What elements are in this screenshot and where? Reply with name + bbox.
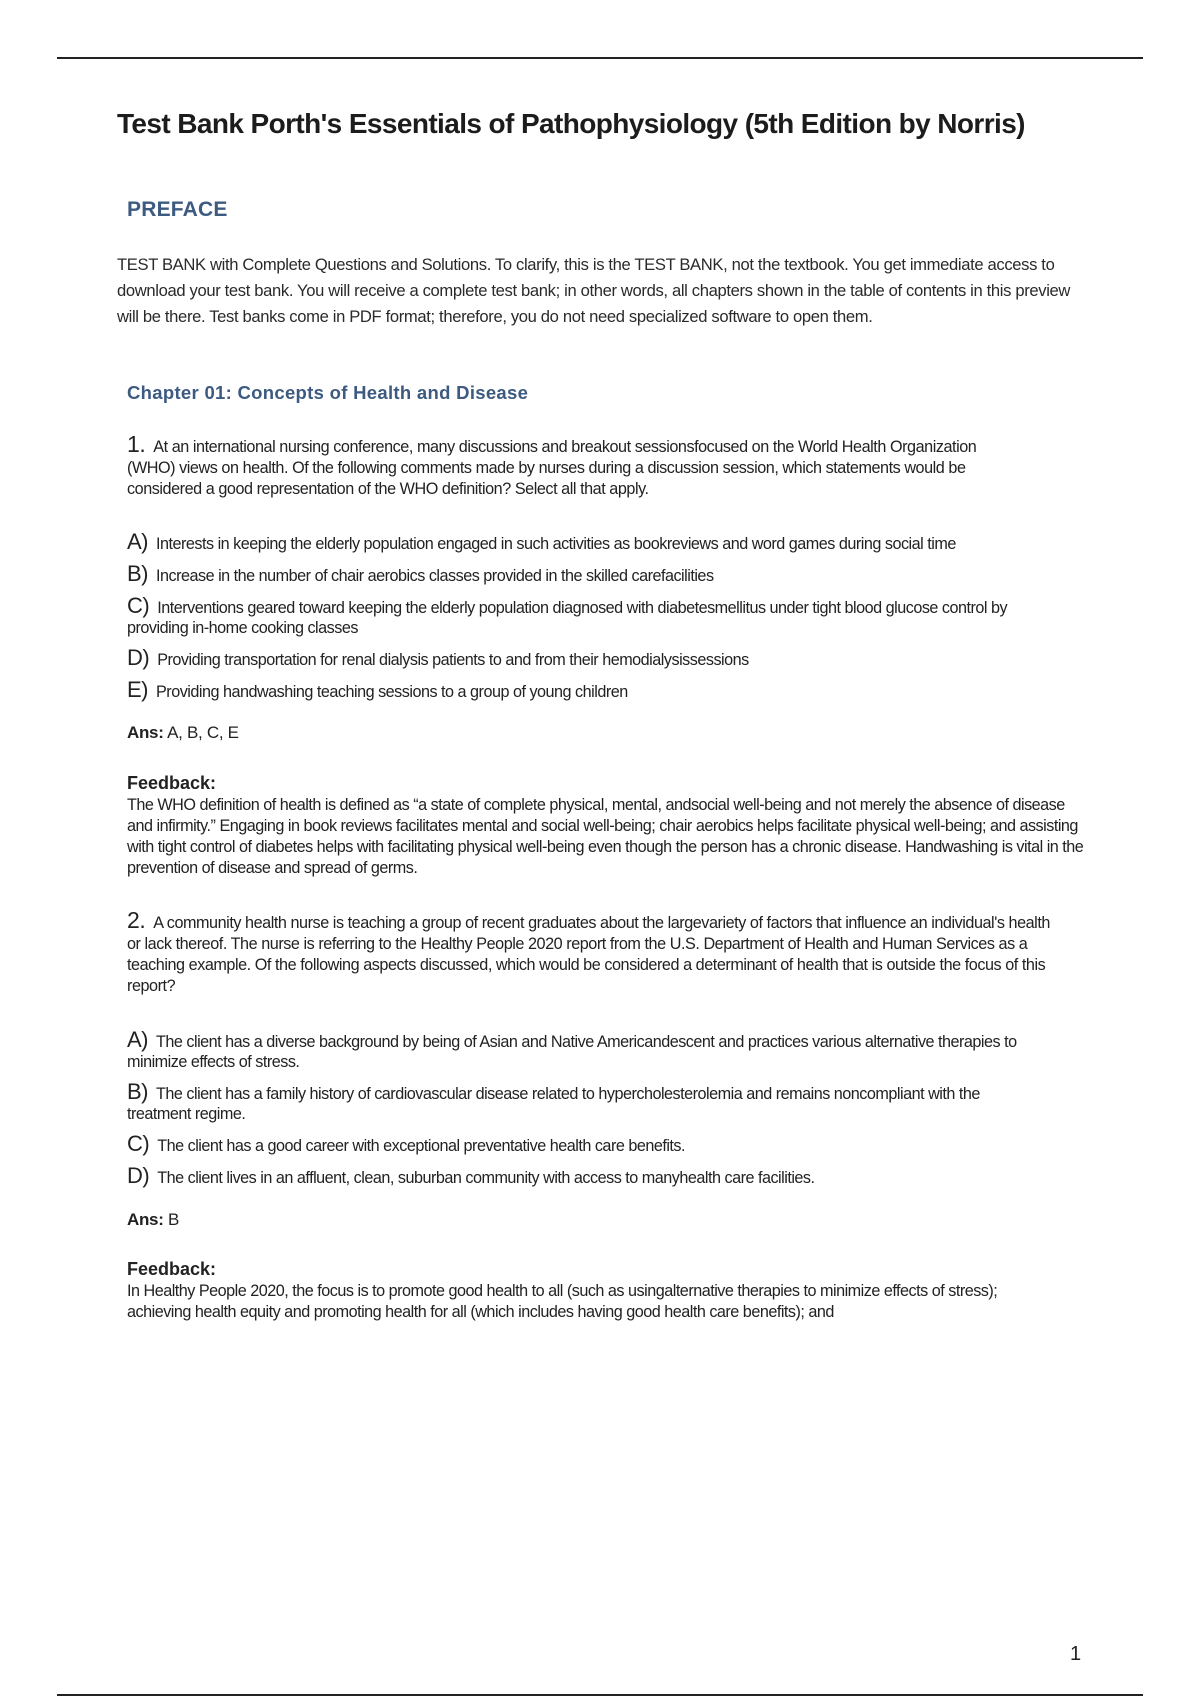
question-1-options — [127, 529, 1027, 712]
option-letter: A) — [127, 529, 148, 554]
feedback-label: Feedback: — [127, 773, 217, 793]
question-1-feedback — [127, 773, 1087, 879]
answer-value: A, B, C, E — [167, 723, 239, 742]
option-c — [127, 593, 1027, 638]
option-text: Interests in keeping the elderly population engaged in such activities as bookreviews and word games during social time — [156, 535, 956, 553]
option-letter: C) — [127, 593, 150, 618]
option-text: The client has a family history of cardiovascular disease related to hypercholesterolemia and remains noncompliant with the treatment regime. — [127, 1085, 980, 1123]
option-c — [127, 1131, 1017, 1156]
question-1-answer — [127, 723, 1097, 743]
question-text: A community health nurse is teaching a group of recent graduates about the largevariety of factors that influence an individual's health or lack thereof. The nurse is referring to the Healthy People 2020 report from the U.S. Department of Health and Human Services as a teaching example. Of the following aspects discussed, which would be considered a determinant of health that is outside the focus of this report? — [127, 914, 1050, 995]
option-text: The client has a diverse background by being of Asian and Native Americandescent and practices various alternative therapies to minimize effects of stress. — [127, 1033, 1017, 1071]
question-2-feedback — [127, 1259, 1007, 1323]
page-number: 1 — [1070, 1643, 1082, 1665]
question-number: 1. — [127, 431, 146, 457]
question-number: 2. — [127, 907, 146, 933]
feedback-text: The WHO definition of health is defined as “a state of complete physical, mental, andsocial well-being and not merely the absence of disease and infirmity.” Engaging in book reviews facilitates mental and social well-being; chair aerobics helps facilitate physical well-being; and assisting with tight control of diabetes helps with facilitating physical well-being even though the person has a chronic disease. Handwashing is vital in the prevention of disease and spread of germs. — [127, 796, 1084, 877]
option-text: Increase in the number of chair aerobics classes provided in the skilled carefacilities — [156, 567, 714, 585]
option-a — [127, 529, 1027, 554]
question-2-stem — [127, 907, 1052, 997]
option-text: Providing handwashing teaching sessions to a group of young children — [156, 683, 628, 701]
preface-heading: PREFACE — [127, 198, 228, 221]
option-letter: B) — [127, 561, 148, 586]
option-d — [127, 645, 1027, 670]
option-d — [127, 1163, 1017, 1188]
question-1-stem — [127, 431, 1027, 500]
feedback-label: Feedback: — [127, 1259, 217, 1279]
preface-paragraph: TEST BANK with Complete Questions and Solutions. To clarify, this is the TEST BANK, not the textbook. You get immediate access to download your test bank. You will receive a complete test bank; in other words, all chapters shown in the table of contents in this preview will be there. Test banks come in PDF format; therefore, you do not need specialized software to open them. — [117, 255, 1071, 326]
question-text: At an international nursing conference, many discussions and breakout sessionsfocused on the World Health Organization (WHO) views on health. Of the following comments made by nurses during a discussion session, which statements would be considered a good representation of the WHO definition? Select all that apply. — [127, 438, 977, 498]
option-b — [127, 561, 1027, 586]
bottom-rule — [57, 1694, 1143, 1696]
answer-value: B — [168, 1210, 180, 1229]
option-letter: B) — [127, 1079, 148, 1104]
option-text: Interventions geared toward keeping the elderly population diagnosed with diabetesmellitus under tight blood glucose control by providing in-home cooking classes — [127, 599, 1008, 637]
top-rule — [57, 57, 1143, 59]
answer-label: Ans: — [127, 1210, 164, 1229]
answer-label: Ans: — [127, 723, 164, 742]
document-title: Test Bank Porth's Essentials of Pathophysiology (5th Edition by Norris) — [117, 108, 1025, 139]
question-2-options — [127, 1027, 1017, 1198]
chapter-heading: Chapter 01: Concepts of Health and Disease — [127, 382, 529, 403]
option-text: Providing transportation for renal dialysis patients to and from their hemodialysissessions — [157, 651, 749, 669]
option-letter: E) — [127, 677, 148, 702]
option-text: The client has a good career with exceptional preventative health care benefits. — [157, 1137, 686, 1155]
question-2-answer — [127, 1210, 1097, 1230]
option-letter: D) — [127, 1163, 150, 1188]
option-b — [127, 1079, 1017, 1124]
option-letter: C) — [127, 1131, 150, 1156]
option-e — [127, 677, 1027, 702]
option-letter: D) — [127, 645, 150, 670]
feedback-text: In Healthy People 2020, the focus is to promote good health to all (such as usingalternative therapies to minimize effects of stress); achieving health equity and promoting health for all (which includes having good health care benefits); and — [127, 1282, 998, 1321]
option-text: The client lives in an affluent, clean, suburban community with access to manyhealth care facilities. — [157, 1169, 815, 1187]
option-letter: A) — [127, 1027, 148, 1052]
option-a — [127, 1027, 1017, 1072]
